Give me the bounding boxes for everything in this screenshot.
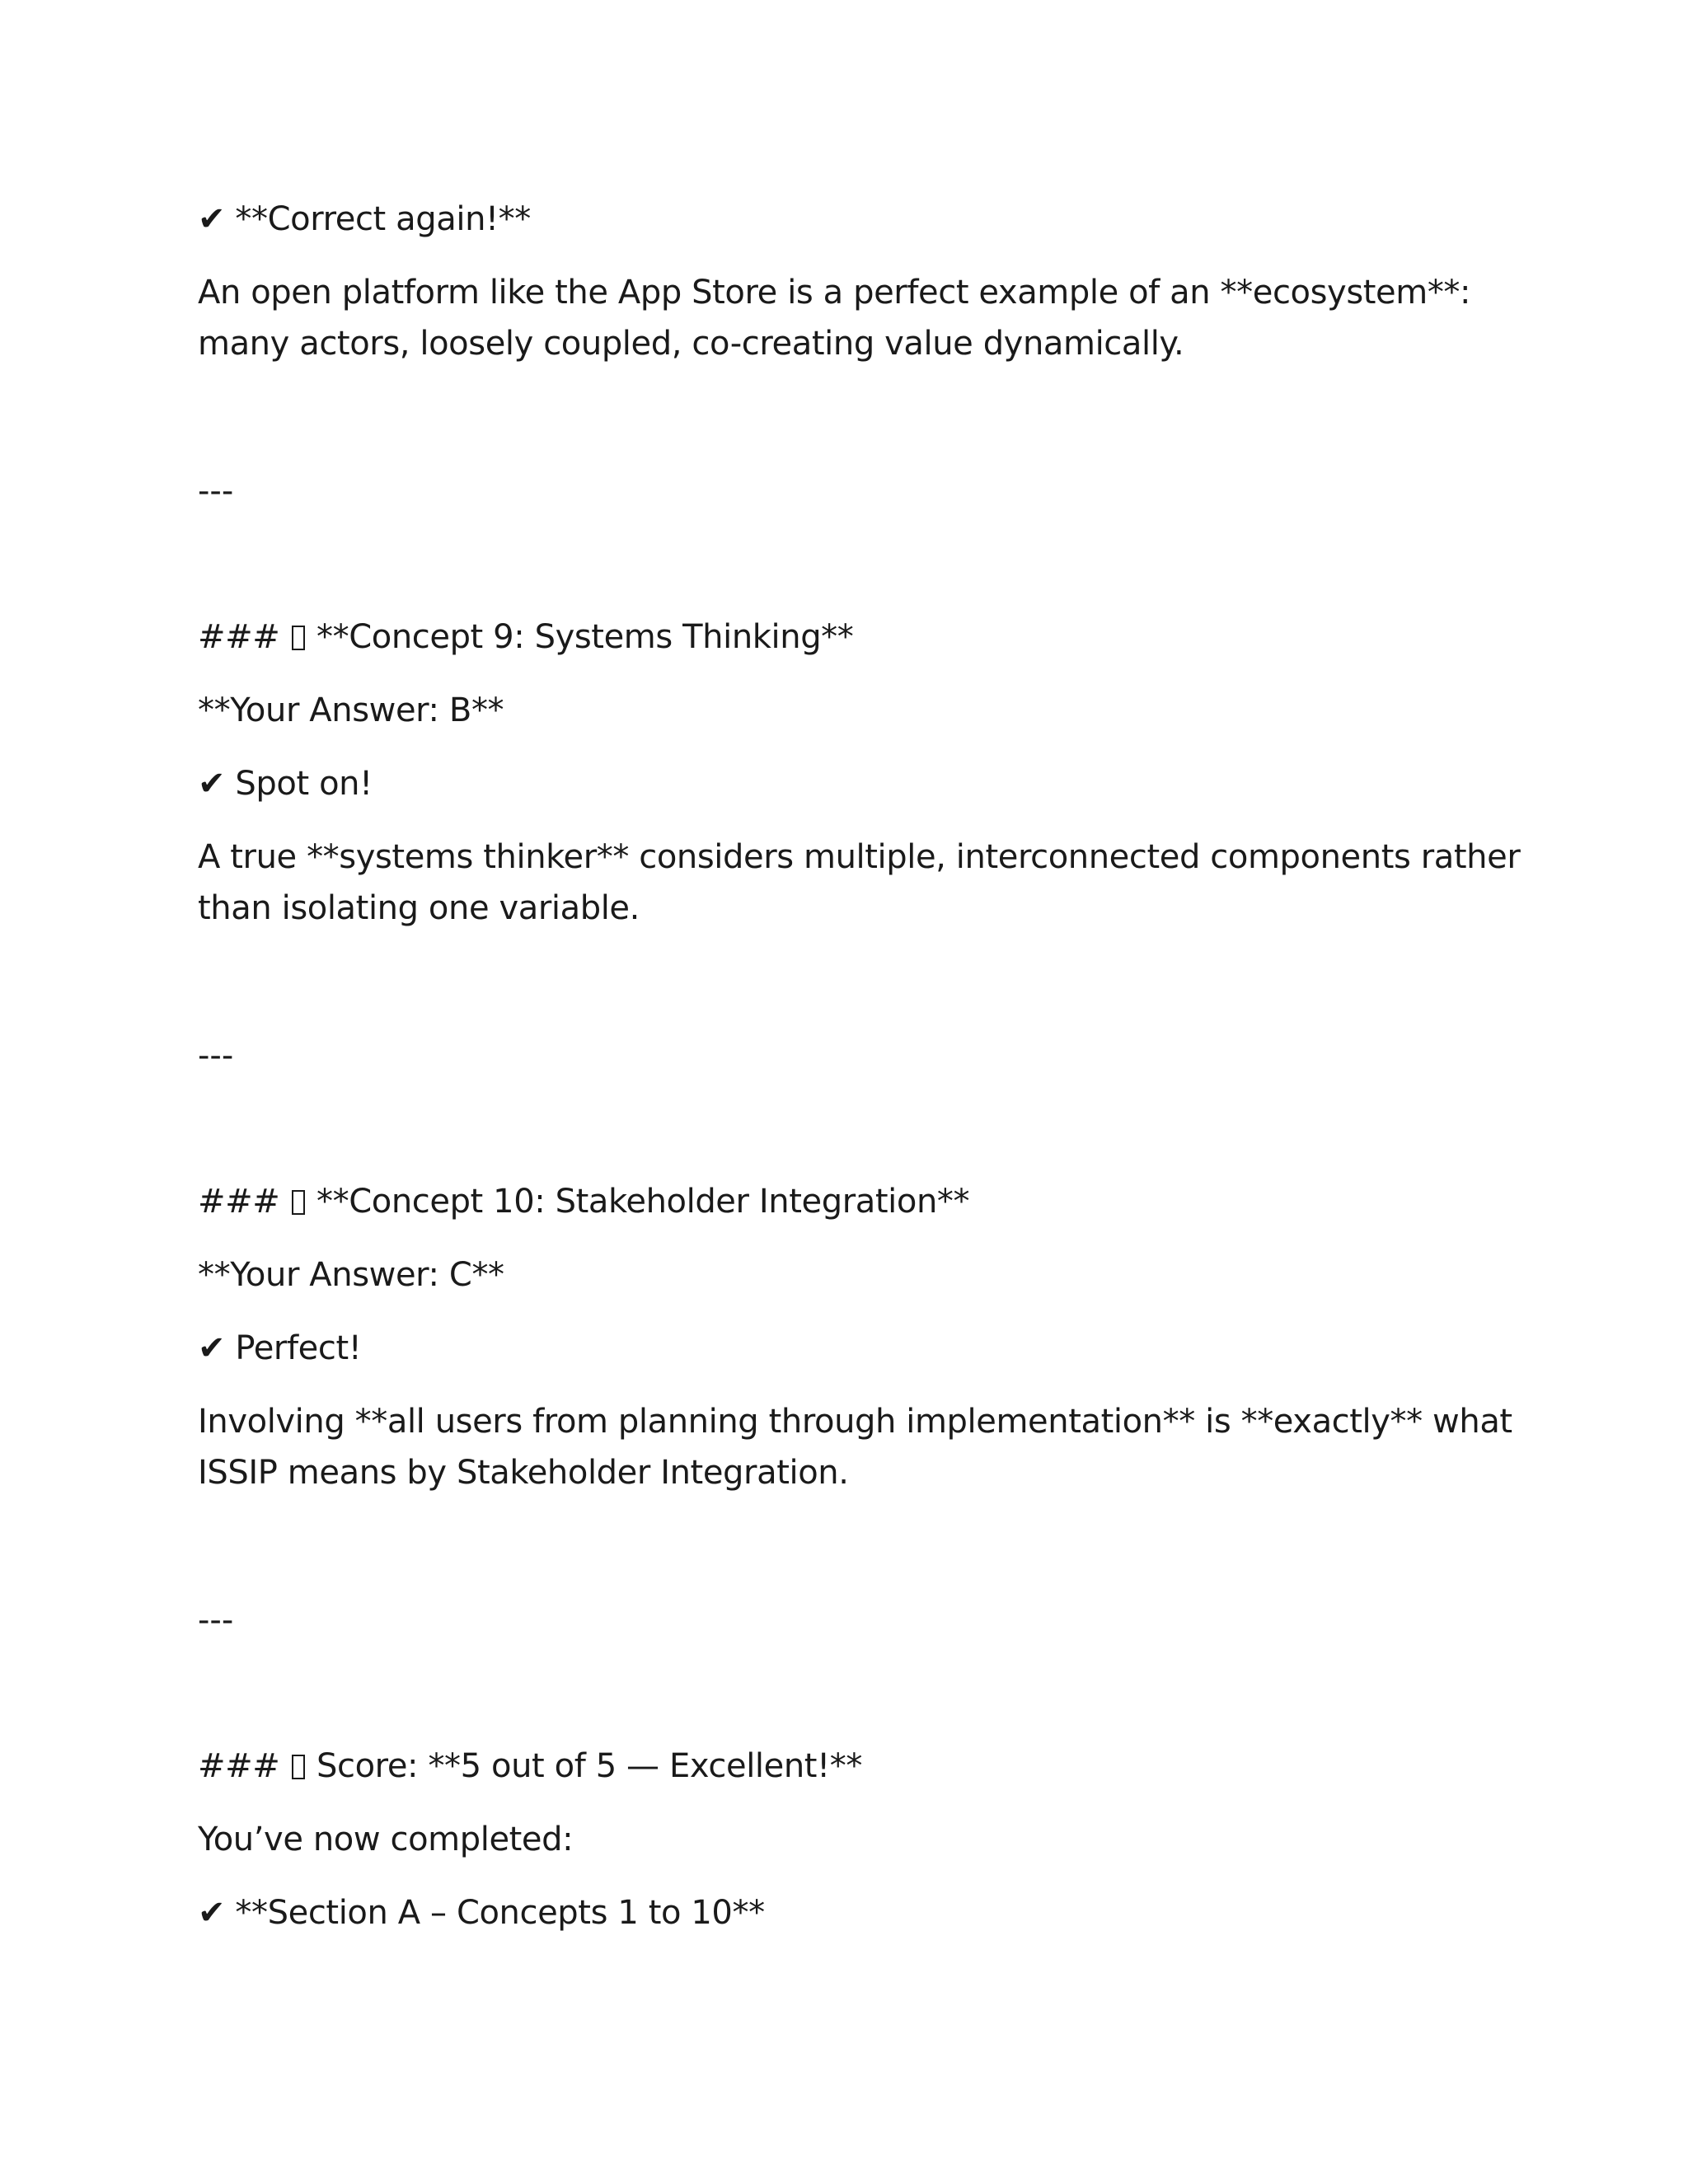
concept10-heading (198, 1176, 969, 1227)
concept10-answer: **Your Answer: C** (198, 1256, 504, 1294)
concept10-explanation-line-2: ISSIP means by Stakeholder Integration. (198, 1454, 849, 1492)
score-heading (198, 1741, 862, 1792)
missing-glyph-icon (292, 626, 305, 650)
concept10-feedback: ✔ Perfect! (198, 1329, 362, 1367)
concept9-heading (198, 612, 853, 663)
concept9-explanation-line-1: A true **systems thinker** considers multiple, interconnected components rather (198, 838, 1521, 876)
heading-hashes: ### (198, 1747, 280, 1785)
concept10-title: **Concept 10: Stakeholder Integration** (316, 1183, 970, 1221)
separator-3: --- (198, 1601, 234, 1639)
heading-hashes: ### (198, 618, 280, 656)
concept10-explanation-line-1: Involving **all users from planning through implementation** is **exactly** what (198, 1403, 1512, 1441)
completed-item: ✔ **Section A – Concepts 1 to 10** (198, 1894, 765, 1932)
concept9-explanation-line-2: than isolating one variable. (198, 889, 640, 927)
concept9-title: **Concept 9: Systems Thinking** (316, 618, 854, 656)
heading-hashes: ### (198, 1183, 280, 1221)
separator-2: --- (198, 1037, 234, 1075)
completed-intro: You’ve now completed: (198, 1821, 574, 1858)
concept9-feedback: ✔ Spot on! (198, 765, 373, 803)
missing-glyph-icon (292, 1755, 305, 1779)
concept9-answer: **Your Answer: B** (198, 691, 504, 729)
separator-1: --- (198, 472, 234, 510)
correct-again-line: ✔ **Correct again!** (198, 200, 531, 238)
score-title: Score: **5 out of 5 — Excellent!** (316, 1747, 862, 1785)
ecosystem-text-line-1: An open platform like the App Store is a perfect example of an **ecosystem**: (198, 274, 1471, 312)
missing-glyph-icon (292, 1190, 305, 1215)
ecosystem-text-line-2: many actors, loosely coupled, co-creating value dynamically. (198, 325, 1184, 363)
